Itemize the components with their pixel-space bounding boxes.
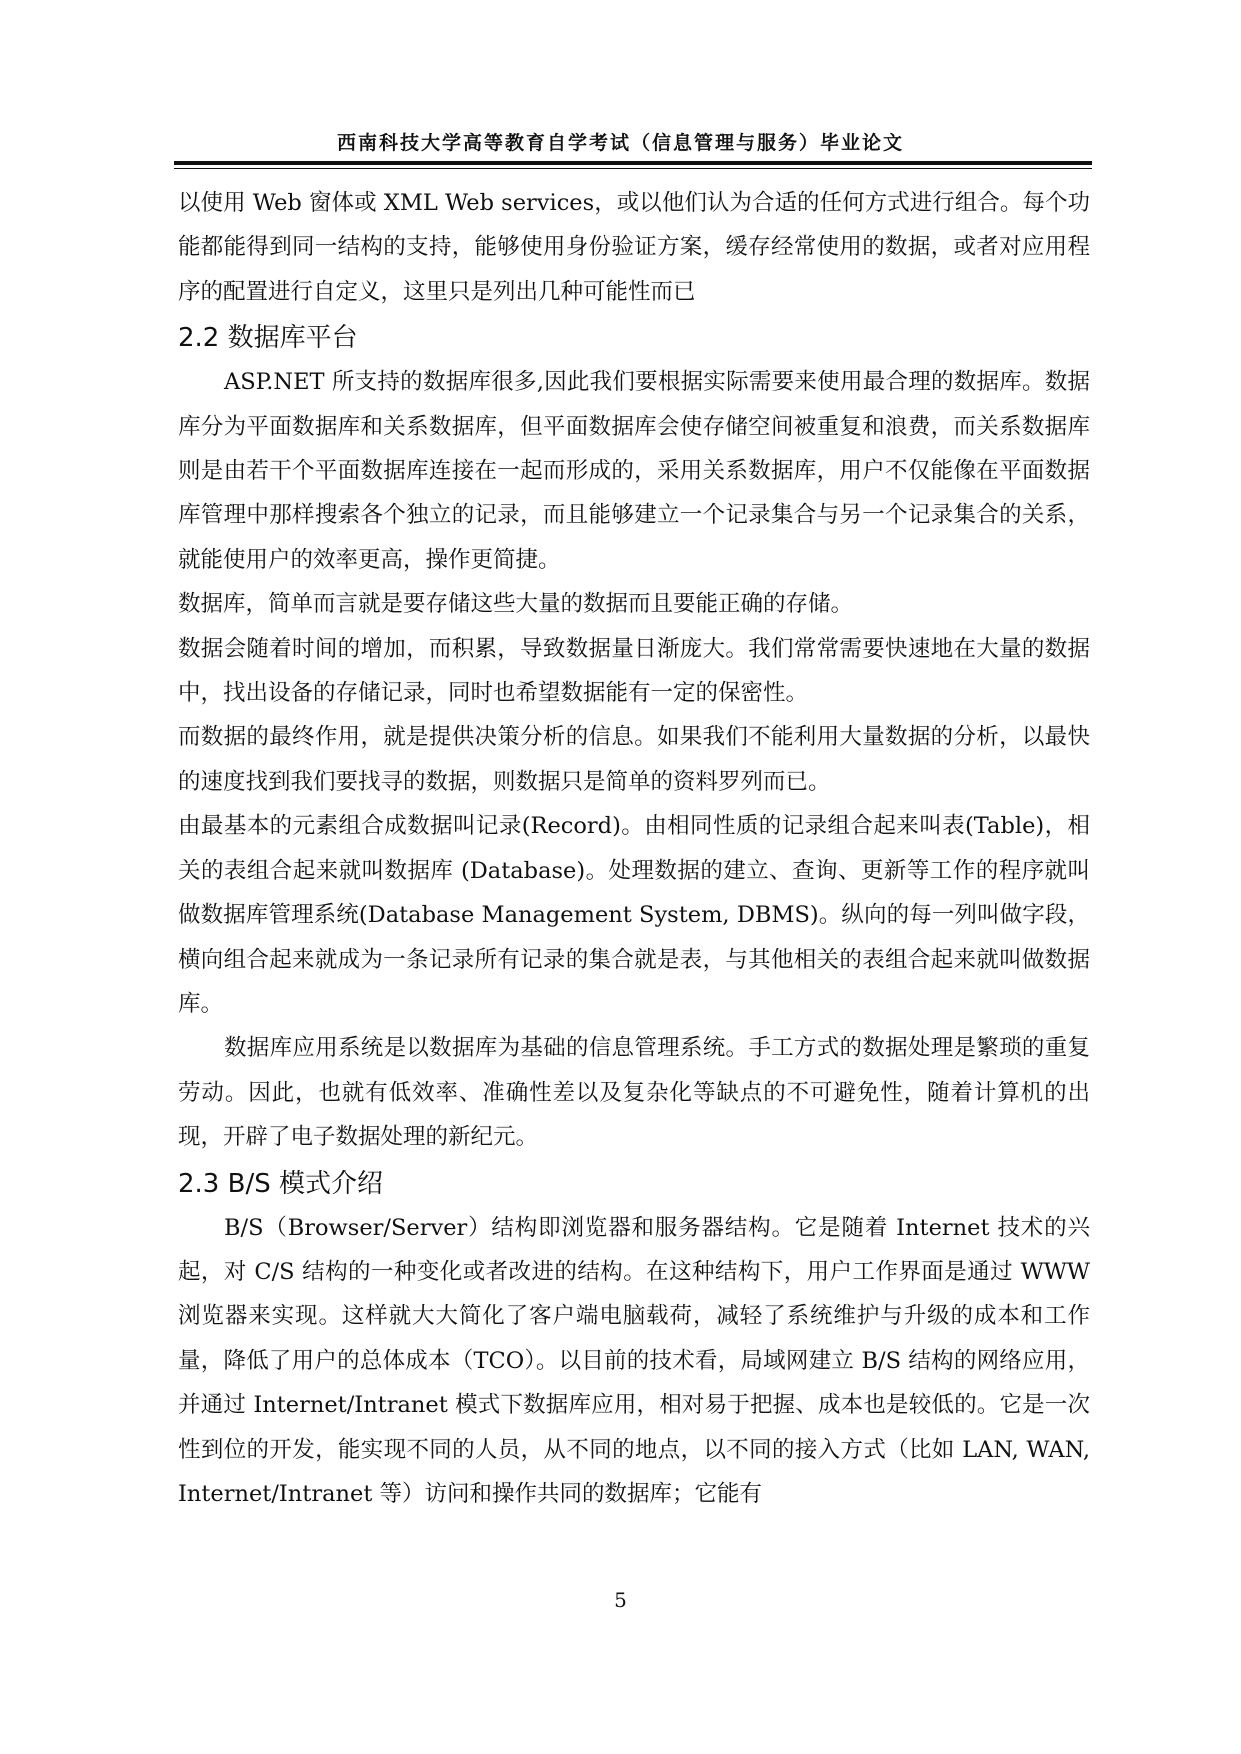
paragraph-2-2-4: 而数据的最终作用，就是提供决策分析的信息。如果我们不能利用大量数据的分析，以最快的速度找到我们要找寻的数据，则数据只是简单的资料罗列而已。 <box>178 724 1090 795</box>
running-header: 西南科技大学高等教育自学考试（信息管理与服务）毕业论文 <box>336 132 904 154</box>
page-body <box>178 181 1090 1516</box>
paragraph-2-3-1: B/S（Browser/Server）结构即浏览器和服务器结构。它是随着 Internet 技术的兴起，对 C/S 结构的一种变化或者改进的结构。在这种结构下，用户工作界面是通过 WWW 浏览器来实现。这样就大大简化了客户端电脑载荷，减轻了系统维护与升级的成本和工作量，降低了用户的总体成本（TCO）。以目前的技术看，局域网建立 B/S 结构的网络应用，并通过 Internet/Intranet 模式下数据库应用，相对易于把握、成本也是较低的。它是一次性到位的开发，能实现不同的人员，从不同的地点，以不同的接入方式（比如 LAN, WAN, Internet/Intranet 等）访问和操作共同的数据库；它能有 <box>178 1214 1090 1507</box>
header-rule-thin <box>174 168 1092 169</box>
paragraph-2-2-1: ASP.NET 所支持的数据库很多,因此我们要根据实际需要来使用最合理的数据库。数据库分为平面数据库和关系数据库，但平面数据库会使存储空间被重复和浪费，而关系数据库则是由若干个平面数据库连接在一起而形成的，采用关系数据库，用户不仅能像在平面数据库管理中那样搜索各个独立的记录，而且能够建立一个记录集合与另一个记录集合的关系，就能使用户的效率更高，操作更简捷。 <box>178 369 1090 573</box>
paragraph-2-2-2: 数据库，简单而言就是要存储这些大量的数据而且要能正确的存储。 <box>178 591 854 618</box>
section-heading-2-3: 2.3 B/S 模式介绍 <box>178 1168 383 1199</box>
header-rule-thick <box>174 161 1092 165</box>
paragraph-2-2-5: 由最基本的元素组合成数据叫记录(Record)。由相同性质的记录组合起来叫表(Table)，相关的表组合起来就叫数据库 (Database)。处理数据的建立、查询、更新等工作的程序就叫做数据库管理系统(Database Management System, DBMS)。纵向的每一列叫做字段，横向组合起来就成为一条记录所有记录的集合就是表，与其他相关的表组合起来就叫做数据库。 <box>178 813 1090 1017</box>
paragraph-2-2-3: 数据会随着时间的增加，而积累，导致数据量日渐庞大。我们常常需要快速地在大量的数据中，找出设备的存储记录，同时也希望数据能有一定的保密性。 <box>178 635 1090 707</box>
page-number: 5 <box>614 1588 627 1612</box>
paragraph-2-2-6: 数据库应用系统是以数据库为基础的信息管理系统。手工方式的数据处理是繁琐的重复劳动。因此，也就有低效率、准确性差以及复杂化等缺点的不可避免性，随着计算机的出现，开辟了电子数据处理的新纪元。 <box>178 1035 1090 1151</box>
intro-paragraph: 以使用 Web 窗体或 XML Web services，或以他们认为合适的任何方式进行组合。每个功能都能得到同一结构的支持，能够使用身份验证方案，缓存经常使用的数据，或者对应用程序的配置进行自定义，这里只是列出几种可能性而已 <box>178 190 1090 305</box>
section-heading-2-2: 2.2 数据库平台 <box>178 323 358 354</box>
